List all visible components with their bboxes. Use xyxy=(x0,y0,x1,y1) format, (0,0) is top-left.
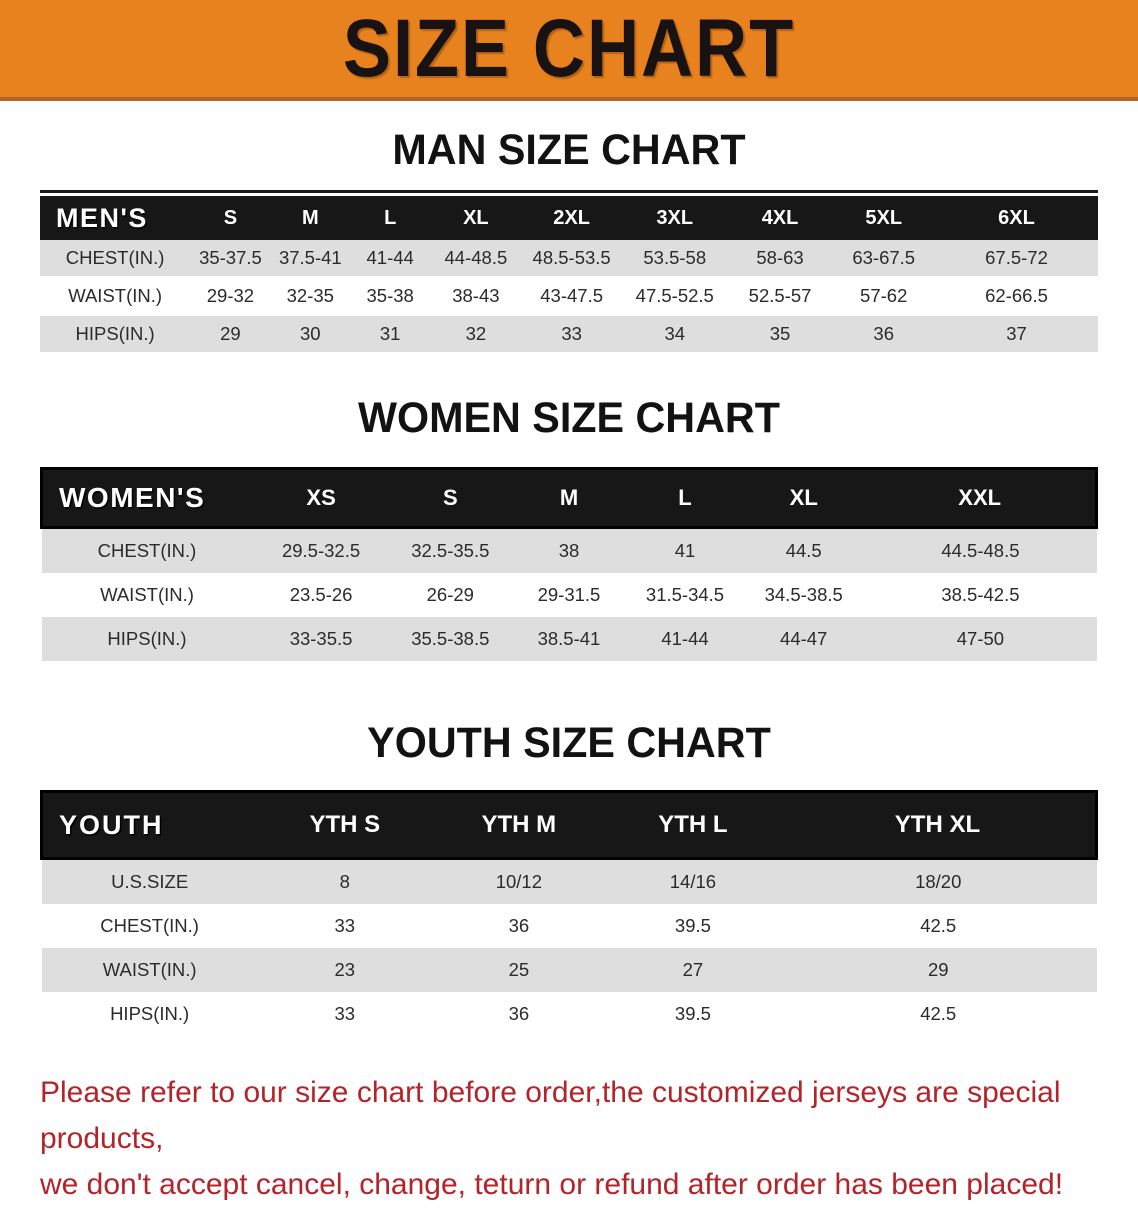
col-header: YTH M xyxy=(432,792,606,859)
size-cell: 48.5-53.5 xyxy=(521,240,622,277)
men-chest-row xyxy=(40,240,1098,277)
size-cell: 27 xyxy=(606,948,780,992)
size-cell: 38-43 xyxy=(430,277,521,315)
youth-header-row xyxy=(42,792,1097,859)
youth-header-label: YOUTH xyxy=(42,792,258,859)
size-cell: 41-44 xyxy=(627,617,743,661)
row-label: WAIST(IN.) xyxy=(42,948,258,992)
size-cell: 57-62 xyxy=(832,277,935,315)
size-cell: 23 xyxy=(258,948,432,992)
size-cell: 32 xyxy=(430,315,521,353)
size-cell: 44.5 xyxy=(743,528,864,574)
col-header: 4XL xyxy=(728,196,833,240)
size-cell: 33 xyxy=(258,904,432,948)
youth-ussize-row xyxy=(42,859,1097,905)
women-chest-row xyxy=(42,528,1097,574)
size-cell: 47.5-52.5 xyxy=(622,277,728,315)
men-section-heading: MAN SIZE CHART xyxy=(392,126,746,174)
women-table-wrap xyxy=(40,467,1098,661)
size-cell: 37.5-41 xyxy=(271,240,350,277)
size-cell: 29.5-32.5 xyxy=(253,528,390,574)
banner xyxy=(0,0,1138,101)
row-label: CHEST(IN.) xyxy=(42,904,258,948)
size-cell: 41-44 xyxy=(350,240,430,277)
size-cell: 38.5-41 xyxy=(511,617,627,661)
men-header-row xyxy=(40,196,1098,240)
size-cell: 32-35 xyxy=(271,277,350,315)
men-table-wrap xyxy=(40,190,1098,354)
size-cell: 67.5-72 xyxy=(935,240,1098,277)
size-cell: 25 xyxy=(432,948,606,992)
size-cell: 35 xyxy=(728,315,833,353)
col-header: YTH L xyxy=(606,792,780,859)
size-cell: 33 xyxy=(258,992,432,1036)
row-label: WAIST(IN.) xyxy=(40,277,190,315)
women-header-row xyxy=(42,469,1097,528)
size-cell: 43-47.5 xyxy=(521,277,622,315)
row-label: WAIST(IN.) xyxy=(42,573,253,617)
col-header: XL xyxy=(430,196,521,240)
notice-line-1: Please refer to our size chart before order,the customized jerseys are special products, xyxy=(40,1076,1061,1156)
women-section-heading: WOMEN SIZE CHART xyxy=(358,394,780,443)
footer-notice xyxy=(40,1070,1100,1208)
size-cell: 32.5-35.5 xyxy=(390,528,511,574)
men-hips-row xyxy=(40,315,1098,353)
col-header: YTH XL xyxy=(780,792,1097,859)
men-header-label: MEN'S xyxy=(40,196,190,240)
youth-section-heading: YOUTH SIZE CHART xyxy=(367,719,771,768)
size-cell: 47-50 xyxy=(864,617,1096,661)
col-header: XXL xyxy=(864,469,1096,528)
row-label: CHEST(IN.) xyxy=(42,528,253,574)
size-cell: 18/20 xyxy=(780,859,1097,905)
row-label: CHEST(IN.) xyxy=(40,240,190,277)
col-header: 3XL xyxy=(622,196,728,240)
size-cell: 38 xyxy=(511,528,627,574)
size-cell: 31 xyxy=(350,315,430,353)
women-size-table xyxy=(40,467,1098,661)
size-cell: 39.5 xyxy=(606,992,780,1036)
size-cell: 33 xyxy=(521,315,622,353)
row-label: HIPS(IN.) xyxy=(42,617,253,661)
col-header: M xyxy=(511,469,627,528)
youth-section xyxy=(0,661,1138,1036)
size-cell: 36 xyxy=(832,315,935,353)
size-cell: 35-37.5 xyxy=(190,240,270,277)
col-header: 2XL xyxy=(521,196,622,240)
size-cell: 23.5-26 xyxy=(253,573,390,617)
size-cell: 29-32 xyxy=(190,277,270,315)
col-header: S xyxy=(390,469,511,528)
size-cell: 53.5-58 xyxy=(622,240,728,277)
size-cell: 41 xyxy=(627,528,743,574)
col-header: S xyxy=(190,196,270,240)
youth-waist-row xyxy=(42,948,1097,992)
col-header: L xyxy=(627,469,743,528)
size-cell: 31.5-34.5 xyxy=(627,573,743,617)
row-label: HIPS(IN.) xyxy=(40,315,190,353)
youth-size-table xyxy=(40,790,1098,1036)
size-cell: 52.5-57 xyxy=(728,277,833,315)
women-section xyxy=(0,354,1138,661)
women-hips-row xyxy=(42,617,1097,661)
notice-line-2: we don't accept cancel, change, teturn or refund after order has been placed! xyxy=(40,1168,1064,1202)
col-header: XL xyxy=(743,469,864,528)
banner-title: SIZE CHART xyxy=(342,2,796,94)
size-cell: 58-63 xyxy=(728,240,833,277)
size-cell: 29 xyxy=(780,948,1097,992)
size-cell: 42.5 xyxy=(780,992,1097,1036)
size-cell: 44.5-48.5 xyxy=(864,528,1096,574)
size-cell: 29 xyxy=(190,315,270,353)
col-header: 5XL xyxy=(832,196,935,240)
men-size-table xyxy=(40,196,1098,354)
size-cell: 35-38 xyxy=(350,277,430,315)
size-cell: 26-29 xyxy=(390,573,511,617)
size-cell: 14/16 xyxy=(606,859,780,905)
size-cell: 34 xyxy=(622,315,728,353)
size-cell: 62-66.5 xyxy=(935,277,1098,315)
col-header: YTH S xyxy=(258,792,432,859)
women-waist-row xyxy=(42,573,1097,617)
col-header: 6XL xyxy=(935,196,1098,240)
youth-chest-row xyxy=(42,904,1097,948)
size-cell: 34.5-38.5 xyxy=(743,573,864,617)
size-cell: 44-47 xyxy=(743,617,864,661)
size-cell: 38.5-42.5 xyxy=(864,573,1096,617)
size-cell: 29-31.5 xyxy=(511,573,627,617)
size-cell: 42.5 xyxy=(780,904,1097,948)
size-cell: 44-48.5 xyxy=(430,240,521,277)
size-cell: 37 xyxy=(935,315,1098,353)
youth-hips-row xyxy=(42,992,1097,1036)
col-header: L xyxy=(350,196,430,240)
size-cell: 36 xyxy=(432,904,606,948)
size-cell: 30 xyxy=(271,315,350,353)
col-header: XS xyxy=(253,469,390,528)
size-cell: 10/12 xyxy=(432,859,606,905)
size-cell: 33-35.5 xyxy=(253,617,390,661)
row-label: U.S.SIZE xyxy=(42,859,258,905)
size-cell: 63-67.5 xyxy=(832,240,935,277)
size-cell: 35.5-38.5 xyxy=(390,617,511,661)
size-cell: 8 xyxy=(258,859,432,905)
youth-table-wrap xyxy=(40,790,1098,1036)
size-cell: 39.5 xyxy=(606,904,780,948)
row-label: HIPS(IN.) xyxy=(42,992,258,1036)
men-section xyxy=(0,101,1138,354)
men-waist-row xyxy=(40,277,1098,315)
col-header: M xyxy=(271,196,350,240)
men-table-top-rule xyxy=(40,190,1098,193)
women-header-label: WOMEN'S xyxy=(42,469,253,528)
size-cell: 36 xyxy=(432,992,606,1036)
